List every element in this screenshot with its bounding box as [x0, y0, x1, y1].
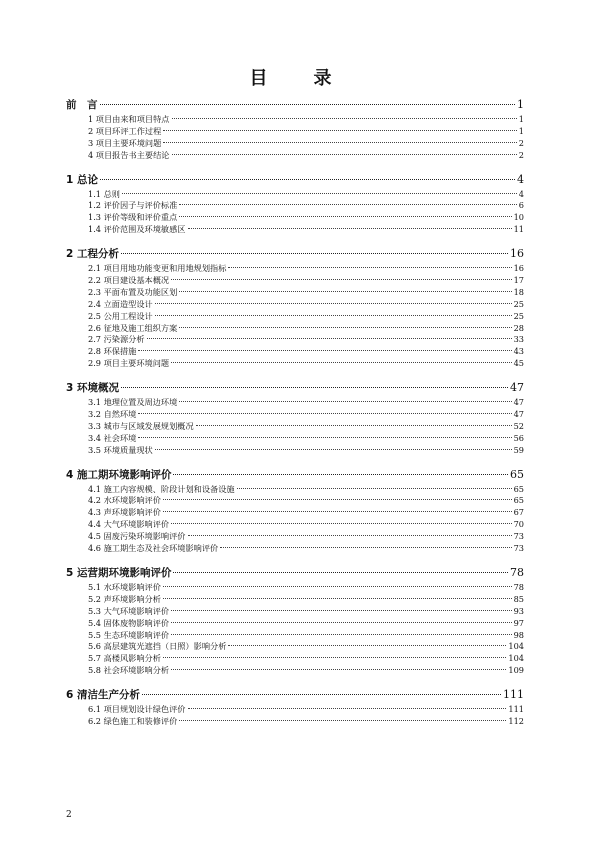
- toc-section-entry[interactable]: [88, 358, 524, 370]
- toc-entry-label: 1 总论: [66, 173, 98, 186]
- toc-section-entry[interactable]: [88, 114, 524, 126]
- toc-dot-leader: [171, 362, 511, 363]
- toc-section-entry[interactable]: [88, 582, 524, 594]
- toc-dot-leader: [122, 193, 517, 194]
- toc-dot-leader: [172, 118, 517, 119]
- toc-entry-page: 104: [508, 641, 524, 652]
- toc-entry-label: 4.1 施工内容规模、阶段计划和设备设施: [88, 483, 235, 494]
- toc-entry-label: 5.1 水环境影响评价: [88, 581, 161, 592]
- toc-entry-page: 112: [508, 715, 524, 726]
- toc-entry-page: 47: [513, 409, 524, 420]
- toc-entry-page: 65: [513, 495, 524, 506]
- toc-dot-leader: [188, 708, 507, 709]
- toc-section-entry[interactable]: [88, 653, 524, 665]
- toc-entry-page: 28: [513, 322, 524, 333]
- toc-entry-label: 4.6 施工期生态及社会环境影响评价: [88, 543, 219, 554]
- toc-section-entry[interactable]: [88, 200, 524, 212]
- toc-entry-label: 5.5 生态环境影响评价: [88, 629, 170, 640]
- toc-entry-page: 1: [517, 98, 524, 111]
- toc-entry-label: 1.1 总则: [88, 188, 120, 199]
- toc-entry-page: 73: [513, 531, 524, 542]
- toc-entry-label: 3 环境概况: [66, 382, 119, 395]
- toc-dot-leader: [171, 634, 511, 635]
- toc-dot-leader: [179, 720, 506, 721]
- toc-entry-label: 2.3 平面布置及功能区划: [88, 286, 178, 297]
- toc-section-entry[interactable]: [88, 224, 524, 236]
- table-of-contents: [66, 92, 524, 728]
- toc-dot-leader: [142, 694, 501, 695]
- toc-section-entry[interactable]: [88, 311, 524, 323]
- toc-entry-label: 前 言: [66, 99, 98, 111]
- toc-section-entry[interactable]: [88, 346, 524, 358]
- toc-entry-label: 3 项目主要环境问题: [88, 137, 162, 148]
- toc-entry-page: 47: [510, 381, 524, 395]
- toc-entry-label: 4.2 水环境影响评价: [88, 495, 161, 506]
- toc-section-entry[interactable]: [88, 531, 524, 543]
- toc-spacer: [66, 677, 524, 682]
- toc-section-entry[interactable]: [88, 716, 524, 728]
- toc-entry-page: 104: [508, 653, 524, 664]
- toc-entry-page: 70: [513, 519, 524, 530]
- toc-section-entry[interactable]: [88, 433, 524, 445]
- toc-dot-leader: [196, 425, 512, 426]
- toc-section-entry[interactable]: [88, 704, 524, 716]
- toc-section-entry[interactable]: [88, 323, 524, 335]
- toc-spacer: [66, 370, 524, 375]
- toc-entry-page: 67: [513, 507, 524, 518]
- toc-entry-label: 3.3 城市与区域发展规划概况: [88, 420, 194, 431]
- toc-entry-label: 2.5 公用工程设计: [88, 310, 153, 321]
- toc-section-entry[interactable]: [88, 275, 524, 287]
- toc-dot-leader: [155, 315, 512, 316]
- toc-section-entry[interactable]: [88, 334, 524, 346]
- toc-entry-page: 18: [513, 286, 524, 297]
- toc-entry-label: 4 施工期环境影响评价: [66, 468, 172, 481]
- toc-section-entry[interactable]: [88, 397, 524, 409]
- toc-entry-page: 47: [513, 397, 524, 408]
- toc-entry-label: 2.4 立面造型设计: [88, 298, 153, 309]
- toc-entry-page: 78: [513, 581, 524, 592]
- toc-chapter-entry[interactable]: [66, 564, 524, 582]
- toc-entry-label: 4.3 声环境影响评价: [88, 507, 161, 518]
- toc-entry-page: 65: [510, 467, 524, 481]
- toc-section-entry[interactable]: [88, 138, 524, 150]
- toc-entry-label: 5.6 高层建筑光遮挡（日照）影响分析: [88, 641, 227, 652]
- toc-entry-label: 2.1 项目用地功能变更和用地规划指标: [88, 263, 227, 274]
- toc-dot-leader: [237, 488, 512, 489]
- toc-dot-leader: [163, 142, 516, 143]
- toc-dot-leader: [121, 253, 508, 254]
- toc-entry-label: 3.1 地理位置及周边环境: [88, 397, 178, 408]
- toc-dot-leader: [163, 586, 512, 587]
- toc-spacer: [66, 555, 524, 560]
- toc-entry-page: 98: [513, 629, 524, 640]
- toc-entry-label: 4.5 固废污染环境影响评价: [88, 531, 186, 542]
- toc-dot-leader: [188, 535, 512, 536]
- toc-entry-page: 2: [518, 149, 524, 160]
- toc-chapter-entry[interactable]: [66, 171, 524, 189]
- toc-dot-leader: [163, 511, 512, 512]
- toc-chapter-entry[interactable]: [66, 96, 524, 114]
- toc-entry-label: 6.1 项目规划设计绿色评价: [88, 704, 186, 715]
- toc-entry-label: 5.3 大气环境影响评价: [88, 605, 170, 616]
- toc-dot-leader: [171, 622, 511, 623]
- toc-entry-page: 97: [513, 617, 524, 628]
- toc-entry-label: 3.5 环境质量现状: [88, 444, 153, 455]
- toc-dot-leader: [179, 216, 511, 217]
- toc-chapter-entry[interactable]: [66, 686, 524, 704]
- toc-entry-page: 25: [513, 310, 524, 321]
- toc-section-entry[interactable]: [88, 630, 524, 642]
- toc-section-entry[interactable]: [88, 212, 524, 224]
- toc-entry-page: 16: [513, 263, 524, 274]
- toc-entry-label: 2 项目环评工作过程: [88, 125, 162, 136]
- toc-section-entry[interactable]: [88, 495, 524, 507]
- toc-entry-page: 56: [513, 432, 524, 443]
- toc-dot-leader: [171, 610, 511, 611]
- toc-section-entry[interactable]: [88, 263, 524, 275]
- toc-chapter-entry[interactable]: [66, 245, 524, 263]
- toc-entry-page: 17: [513, 275, 524, 286]
- toc-entry-label: 5.7 高楼风影响分析: [88, 653, 161, 664]
- toc-entry-label: 5.2 声环境影响分析: [88, 593, 161, 604]
- toc-dot-leader: [147, 338, 512, 339]
- toc-entry-label: 4.4 大气环境影响评价: [88, 519, 170, 530]
- toc-entry-page: 33: [513, 334, 524, 345]
- toc-entry-page: 78: [510, 565, 524, 579]
- toc-entry-page: 1: [518, 125, 524, 136]
- toc-section-entry[interactable]: [88, 641, 524, 653]
- toc-entry-page: 43: [513, 346, 524, 357]
- toc-entry-page: 109: [508, 665, 524, 676]
- toc-dot-leader: [179, 291, 511, 292]
- toc-section-entry[interactable]: [88, 543, 524, 555]
- toc-spacer: [66, 236, 524, 241]
- toc-dot-leader: [171, 279, 511, 280]
- toc-dot-leader: [155, 449, 512, 450]
- toc-dot-leader: [228, 645, 506, 646]
- toc-dot-leader: [138, 413, 511, 414]
- toc-entry-label: 3.4 社会环境: [88, 432, 137, 443]
- toc-entry-label: 1 项目由来和项目特点: [88, 114, 170, 124]
- toc-dot-leader: [171, 523, 511, 524]
- toc-section-entry[interactable]: [88, 484, 524, 496]
- toc-entry-label: 5.4 固体废物影响评价: [88, 617, 170, 628]
- toc-dot-leader: [163, 499, 512, 500]
- toc-entry-label: 2.8 环保措施: [88, 346, 137, 357]
- toc-spacer: [66, 162, 524, 167]
- toc-entry-page: 65: [513, 483, 524, 494]
- toc-entry-label: 6 清洁生产分析: [66, 689, 140, 702]
- toc-entry-page: 10: [513, 212, 524, 223]
- toc-section-entry[interactable]: [88, 665, 524, 677]
- toc-section-entry[interactable]: [88, 189, 524, 201]
- toc-dot-leader: [163, 657, 506, 658]
- toc-entry-label: 4 项目报告书主要结论: [88, 149, 170, 160]
- toc-section-entry[interactable]: [88, 445, 524, 457]
- toc-entry-label: 2.7 污染源分析: [88, 334, 145, 345]
- toc-section-entry[interactable]: [88, 421, 524, 433]
- toc-entry-label: 2 工程分析: [66, 248, 119, 261]
- toc-entry-page: 4: [518, 188, 524, 199]
- toc-dot-leader: [188, 228, 512, 229]
- toc-dot-leader: [155, 303, 512, 304]
- toc-section-entry[interactable]: [88, 299, 524, 311]
- toc-dot-leader: [172, 154, 517, 155]
- toc-entry-page: 4: [517, 172, 524, 186]
- toc-section-entry[interactable]: [88, 519, 524, 531]
- toc-entry-label: 1.4 评价范围及环境敏感区: [88, 224, 186, 235]
- toc-entry-label: 6.2 绿色施工和装修评价: [88, 715, 178, 726]
- toc-section-entry[interactable]: [88, 287, 524, 299]
- toc-section-entry[interactable]: [88, 507, 524, 519]
- toc-entry-page: 11: [513, 224, 524, 235]
- toc-entry-page: 85: [513, 593, 524, 604]
- toc-section-entry[interactable]: [88, 606, 524, 618]
- toc-entry-label: 1.2 评价因子与评价标准: [88, 200, 178, 211]
- toc-spacer: [66, 457, 524, 462]
- toc-dot-leader: [163, 598, 512, 599]
- toc-entry-label: 3.2 自然环境: [88, 409, 137, 420]
- toc-section-entry[interactable]: [88, 126, 524, 138]
- toc-dot-leader: [173, 474, 508, 475]
- toc-dot-leader: [138, 437, 511, 438]
- toc-entry-page: 6: [518, 200, 524, 211]
- page-number: 2: [66, 810, 72, 820]
- toc-dot-leader: [179, 401, 511, 402]
- toc-chapter-entry[interactable]: [66, 466, 524, 484]
- toc-entry-page: 111: [508, 704, 524, 715]
- toc-entry-page: 1: [518, 114, 524, 124]
- toc-dot-leader: [100, 179, 515, 180]
- toc-entry-label: 1.3 评价等级和评价重点: [88, 212, 178, 223]
- toc-entry-page: 16: [510, 247, 524, 261]
- toc-entry-page: 25: [513, 298, 524, 309]
- toc-entry-label: 2.6 征地及施工组织方案: [88, 322, 178, 333]
- toc-dot-leader: [220, 547, 511, 548]
- toc-section-entry[interactable]: [88, 618, 524, 630]
- toc-entry-page: 93: [513, 605, 524, 616]
- toc-dot-leader: [163, 130, 516, 131]
- toc-chapter-entry[interactable]: [66, 379, 524, 397]
- toc-entry-label: 2.2 项目建设基本概况: [88, 275, 170, 286]
- toc-entry-page: 45: [513, 358, 524, 369]
- toc-entry-label: 5 运营期环境影响评价: [66, 566, 172, 579]
- toc-dot-leader: [138, 350, 511, 351]
- toc-entry-page: 111: [503, 688, 524, 702]
- toc-entry-page: 73: [513, 543, 524, 554]
- toc-dot-leader: [121, 387, 508, 388]
- toc-section-entry[interactable]: [88, 150, 524, 162]
- toc-dot-leader: [179, 204, 516, 205]
- toc-section-entry[interactable]: [88, 409, 524, 421]
- toc-entry-page: 59: [513, 444, 524, 455]
- toc-dot-leader: [173, 572, 508, 573]
- toc-entry-label: 5.8 社会环境影响分析: [88, 665, 170, 676]
- toc-title: 目 录: [249, 68, 346, 89]
- toc-dot-leader: [171, 669, 506, 670]
- toc-dot-leader: [228, 267, 511, 268]
- toc-entry-page: 52: [513, 420, 524, 431]
- toc-dot-leader: [100, 104, 516, 105]
- toc-section-entry[interactable]: [88, 594, 524, 606]
- toc-entry-page: 2: [518, 137, 524, 148]
- toc-dot-leader: [179, 327, 511, 328]
- toc-entry-label: 2.9 项目主要环境问题: [88, 358, 170, 369]
